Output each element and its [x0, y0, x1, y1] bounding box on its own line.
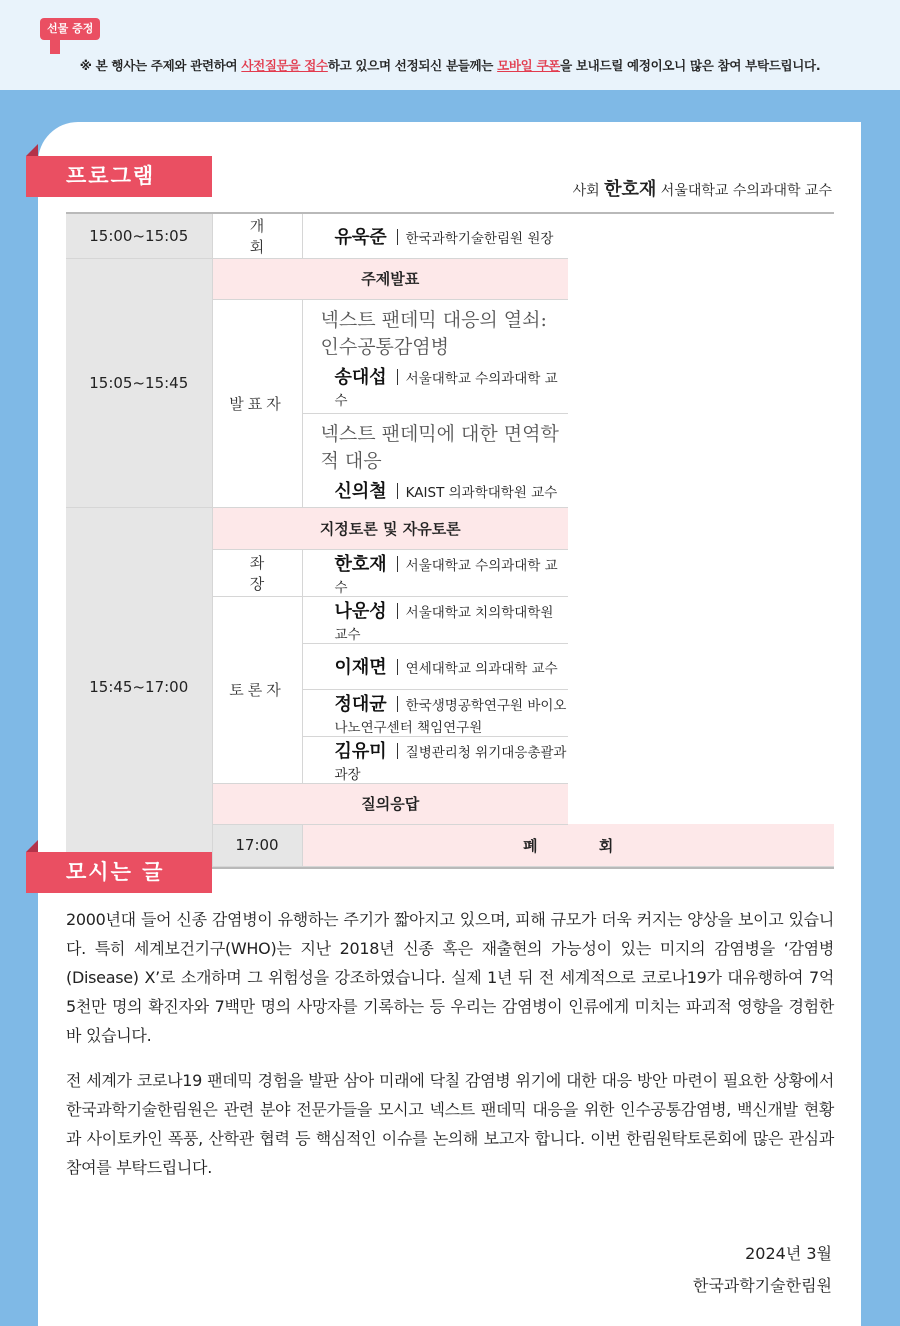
table-row-talks-header [66, 258, 834, 299]
panelist-affil: 연세대학교 의과대학 교수 [405, 661, 558, 677]
speaker-affil: 서울대학교 수의과대학 교수 [334, 370, 558, 409]
greeting-org: 한국과학기술한림원 [692, 1276, 832, 1295]
notice-banner [0, 0, 900, 90]
time-discussion: 15:45~17:00 [66, 507, 212, 866]
role-opening: 개 회 [212, 214, 302, 258]
notice-pre: ※ 본 행사는 주제와 관련하여 [79, 58, 242, 73]
divider [397, 696, 398, 712]
qa-label: 질의응답 [212, 783, 568, 824]
notice-text [0, 56, 900, 74]
panelist-affil: 한국생명공학연구원 바이오나노연구센터 책임연구원 [334, 697, 567, 736]
table-row-opening [66, 214, 834, 258]
panelist-name: 나운성 [334, 600, 387, 622]
panelist-cell [302, 736, 568, 783]
moderator-affil: 서울대학교 수의과대학 교수 [660, 183, 832, 199]
time-closing: 17:00 [212, 824, 302, 866]
speaker-affil: KAIST 의과학대학원 교수 [405, 484, 558, 501]
talk-title: 넥스트 팬데믹에 대한 면역학적 대응 [320, 422, 559, 472]
chair-name: 한호재 [334, 553, 387, 575]
panelist-affil: 질병관리청 위기대응총괄과 과장 [334, 744, 567, 783]
divider [397, 483, 398, 499]
program-table [66, 212, 834, 869]
person-name: 유욱준 [334, 226, 387, 248]
table-row-discussion-header [66, 507, 834, 549]
talks-cell [302, 299, 568, 507]
notice-mid: 하고 있으며 선정되신 분들께는 [327, 58, 498, 73]
chair-affil: 서울대학교 수의과대학 교수 [334, 557, 558, 596]
role-panel: 토론자 [212, 596, 302, 783]
speaker-name: 송대섭 [334, 366, 387, 388]
divider [397, 659, 398, 675]
talk-item [303, 413, 569, 507]
greeting-section-title: 모시는 글 [26, 852, 212, 893]
divider [397, 556, 398, 572]
panelist-cell [302, 596, 568, 643]
discussion-header: 지정토론 및 자유토론 [212, 507, 568, 549]
talks-header: 주제발표 [212, 258, 568, 299]
moderator-name: 한호재 [604, 179, 657, 200]
talk-title: 넥스트 팬데믹 대응의 열쇠: 인수공통감염병 [320, 308, 547, 358]
role-speakers: 발표자 [212, 299, 302, 507]
divider [397, 369, 398, 385]
divider [397, 743, 398, 759]
notice-post: 을 보내드릴 예정이오니 많은 참여 부탁드립니다. [560, 58, 821, 73]
person-opening [302, 214, 568, 258]
divider [397, 603, 398, 619]
role-chair: 좌 장 [212, 549, 302, 596]
time-opening: 15:00~15:05 [66, 214, 212, 258]
person-affil: 한국과학기술한림원 원장 [405, 230, 554, 247]
time-talks: 15:05~15:45 [66, 258, 212, 507]
greeting-date: 2024년 3월 [745, 1244, 832, 1263]
talk-item [303, 300, 569, 413]
panelist-affil: 서울대학교 치의학대학원 교수 [334, 604, 554, 643]
moderator [573, 175, 832, 201]
greeting-paragraph: 2000년대 들어 신종 감염병이 유행하는 주기가 짧아지고 있으며, 피해 규모가 더욱 커지는 양상을 보이고 있습니다. 특히 세계보건기구(WHO)는 지난 2018년 신종 혹은 재출현의 가능성이 있는 미지의 감염병을 ‘감염병(Disease) X’로 소개하며 그 위험성을 강조하였습니다. 실제 1년 뒤 전 세계적으로 코로나19가 대유행하여 7억 5천만 명의 확진자와 7백만 명의 사망자를 기록하는 등 우리는 감염병이 인류에게 미치는 파괴적 영향을 경험한 바 있습니다. [66, 910, 834, 1045]
chair-cell [302, 549, 568, 596]
greeting-paragraph: 전 세계가 코로나19 팬데믹 경험을 발판 삼아 미래에 닥칠 감염병 위기에 대한 대응 방안 마련이 필요한 상황에서 한국과학기술한림원은 관련 분야 전문가들을 모시고 넥스트 팬데믹 대응을 위한 인수공통감염병, 백신개발 현황과 사이토카인 폭풍, 산학관 협력 등 핵심적인 이슈를 논의해 보고자 합니다. 이번 한림원탁토론회에 많은 관심과 참여를 부탁드립니다. [66, 1071, 834, 1177]
panelist-name: 정대균 [334, 693, 387, 715]
notice-highlight-question: 사전질문을 접수 [241, 58, 328, 73]
panelist-cell [302, 643, 568, 689]
moderator-prefix: 사회 [572, 183, 600, 199]
panelist-cell [302, 689, 568, 736]
greeting-body [66, 905, 834, 1182]
notice-highlight-coupon: 모바일 쿠폰 [497, 58, 561, 73]
divider [397, 229, 398, 245]
gift-badge: 선물 증정 [40, 18, 100, 40]
program-section-title: 프로그램 [26, 156, 212, 197]
speaker-name: 신의철 [334, 480, 387, 502]
panelist-name: 이재면 [334, 657, 387, 678]
closing-label: 폐 회 [302, 824, 834, 866]
signature [693, 1238, 832, 1302]
panelist-name: 김유미 [334, 740, 387, 762]
